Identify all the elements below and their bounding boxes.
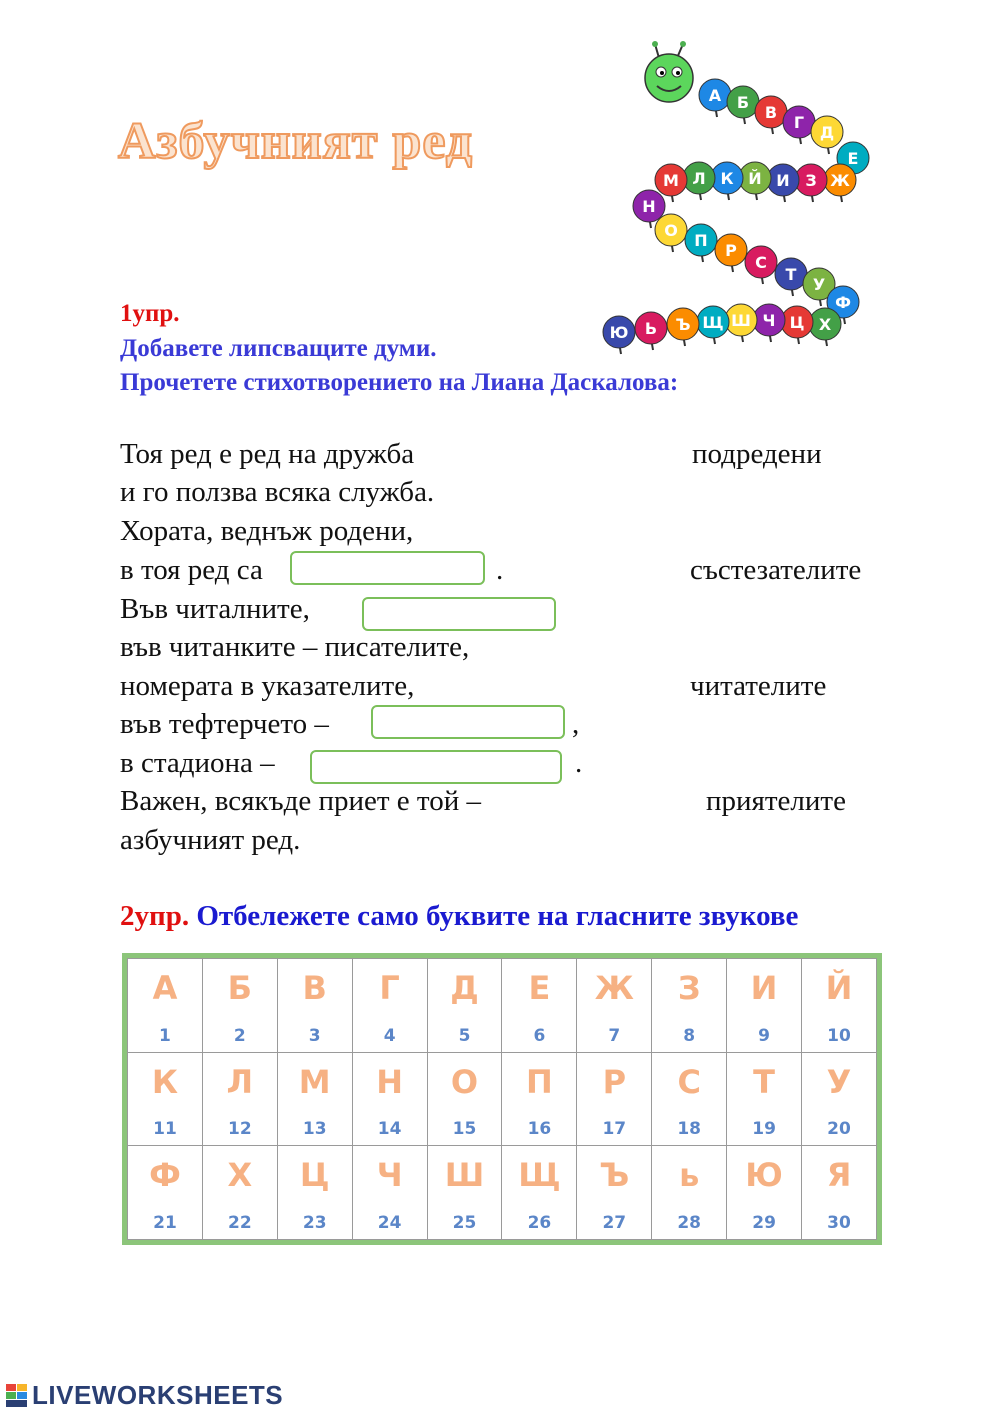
poem-line-9-end: . (575, 747, 583, 779)
poem-line-11: азбучният ред. (120, 824, 301, 856)
caterpillar-segment (603, 316, 635, 348)
footer-brand (6, 1380, 283, 1411)
letter-number: 4 (383, 1025, 396, 1046)
caterpillar-letter: Н (642, 197, 656, 216)
letter: Й (825, 969, 853, 1007)
letter-cell[interactable] (652, 1146, 727, 1240)
caterpillar-letter: Ц (789, 313, 805, 332)
letter-cell[interactable] (128, 959, 203, 1053)
answer-blank-4[interactable] (310, 750, 562, 784)
letter-cell[interactable] (802, 1052, 877, 1146)
letter-number: 8 (683, 1025, 696, 1046)
caterpillar-segment (715, 234, 747, 266)
letter-number: 16 (527, 1119, 552, 1140)
letter: П (526, 1062, 553, 1101)
letter: В (302, 969, 327, 1007)
caterpillar-segment (783, 106, 815, 138)
letter-number: 1 (159, 1025, 171, 1046)
caterpillar-letter: Р (725, 241, 737, 260)
letter-cell[interactable] (802, 959, 877, 1053)
alphabet-table (127, 958, 877, 1240)
letter: К (151, 1062, 179, 1101)
letter-number: 5 (458, 1025, 471, 1046)
caterpillar-letter: Е (847, 149, 859, 168)
caterpillar-letter: Х (818, 315, 832, 334)
letter-cell[interactable] (202, 959, 277, 1053)
caterpillar-letter: Ф (835, 293, 851, 312)
page-title: Азбучният ред (118, 113, 474, 170)
poem-line-10: Важен, всякъде приет е той – (120, 785, 481, 817)
letter-cell[interactable] (277, 959, 352, 1053)
letter-number: 10 (827, 1025, 851, 1046)
caterpillar-letter: П (694, 231, 708, 250)
letter-cell[interactable] (128, 1146, 203, 1240)
caterpillar-letter: Ж (830, 171, 850, 190)
letter-number: 28 (677, 1213, 702, 1233)
letter-cell[interactable] (727, 959, 802, 1053)
letter: Л (226, 1062, 254, 1101)
poem-line-1: Тоя ред е ред на дружба (120, 438, 415, 470)
caterpillar-segment (635, 312, 667, 344)
caterpillar-segment (697, 306, 729, 338)
caterpillar-letter: Щ (702, 313, 724, 332)
caterpillar-segment (753, 304, 785, 336)
letter-number: 24 (377, 1213, 402, 1233)
letter-number: 6 (533, 1025, 546, 1046)
letter-number: 15 (452, 1119, 477, 1140)
word-bank-item[interactable]: подредени (692, 438, 822, 470)
poem-line-8: във тефтерчето – (120, 708, 329, 740)
letter-number: 13 (302, 1119, 327, 1140)
caterpillar-letter: Ю (609, 323, 629, 342)
letter-number: 17 (602, 1119, 627, 1140)
caterpillar-segment (739, 162, 771, 194)
letter: Ш (444, 1156, 485, 1195)
exercise-1-subinstruction: Прочетете стихотворението на Лиана Даскалова: (120, 369, 679, 396)
letter-number: 14 (377, 1119, 402, 1140)
caterpillar-letter: Г (793, 113, 805, 132)
caterpillar-letter: З (805, 171, 817, 190)
word-bank-item[interactable]: състезателите (690, 554, 862, 586)
letter: Ю (745, 1156, 783, 1195)
caterpillar-letter: О (664, 221, 678, 240)
letter-cell[interactable] (577, 1052, 652, 1146)
letter: Х (227, 1156, 253, 1195)
caterpillar-letter: Д (819, 123, 835, 142)
letter: Я (826, 1156, 852, 1195)
caterpillar-segment (781, 306, 813, 338)
letter-cell[interactable] (577, 959, 652, 1053)
caterpillar-letter: А (708, 86, 722, 105)
poem-line-8-end: , (572, 708, 580, 740)
letter-cell[interactable] (352, 1146, 427, 1240)
caterpillar-letter: Й (748, 169, 762, 188)
letter: Ч (376, 1156, 403, 1195)
letter-number: 21 (153, 1213, 177, 1233)
letter-cell[interactable] (502, 959, 577, 1053)
caterpillar-letter: Ч (762, 311, 776, 330)
caterpillar-letter: У (812, 275, 826, 294)
exercise-2-label: 2упр. (120, 900, 190, 932)
letter-number: 23 (302, 1213, 327, 1233)
letter-cell[interactable] (352, 1052, 427, 1146)
poem-line-5: Във читалните, (120, 593, 310, 625)
caterpillar-segment (811, 116, 843, 148)
caterpillar-segment (809, 308, 841, 340)
caterpillar-segment (767, 164, 799, 196)
caterpillar-letter: М (663, 171, 679, 190)
letter: З (677, 969, 701, 1007)
caterpillar-segment (824, 164, 856, 196)
answer-blank-2[interactable] (362, 597, 556, 631)
letter-cell[interactable] (502, 1052, 577, 1146)
letter: Ъ (599, 1156, 630, 1195)
exercise-1-label: 1упр. (120, 300, 180, 327)
letter-number: 29 (752, 1213, 776, 1233)
letter-number: 26 (527, 1213, 552, 1233)
letter-number: 27 (602, 1213, 627, 1233)
caterpillar-letter: Ъ (675, 315, 691, 334)
caterpillar-letter: И (776, 171, 790, 190)
letter-number: 20 (827, 1119, 851, 1140)
footer-brand-text: LIVEWORKSHEETS (32, 1380, 284, 1410)
letter-number: 22 (228, 1213, 252, 1233)
poem-line-7: номерата в указателите, (120, 670, 415, 702)
caterpillar-segment (775, 258, 807, 290)
caterpillar-segment (683, 162, 715, 194)
caterpillar-letter: Б (736, 93, 750, 112)
letter-cell[interactable] (277, 1052, 352, 1146)
letter-cell[interactable] (502, 1146, 577, 1240)
caterpillar-segment (745, 246, 777, 278)
letter-number: 30 (827, 1213, 851, 1233)
exercise-1-instruction: Добавете липсващите думи. (120, 335, 437, 362)
caterpillar-segment (711, 162, 743, 194)
alphabet-grid (122, 953, 882, 1245)
letter-cell[interactable] (427, 959, 502, 1053)
letter: Щ (518, 1156, 561, 1195)
letter: С (677, 1062, 701, 1101)
caterpillar-illustration (585, 40, 895, 360)
letter-cell[interactable] (202, 1052, 277, 1146)
caterpillar-head (645, 41, 693, 102)
letter-cell[interactable] (128, 1052, 203, 1146)
caterpillar-segment (685, 224, 717, 256)
caterpillar-segment (655, 164, 687, 196)
caterpillar-segment (655, 214, 687, 246)
caterpillar-letter: С (755, 253, 767, 272)
letter: Ж (594, 969, 634, 1007)
answer-blank-1[interactable] (290, 551, 485, 585)
answer-blank-3[interactable] (371, 705, 565, 739)
letter-number: 3 (308, 1025, 321, 1046)
letter: А (152, 969, 178, 1007)
caterpillar-letter: В (764, 103, 778, 122)
caterpillar-segment (727, 86, 759, 118)
exercise-2-heading (120, 900, 798, 933)
letter: Ц (299, 1156, 330, 1195)
letter-cell[interactable] (352, 959, 427, 1053)
letter: Т (753, 1062, 775, 1101)
letter-cell[interactable] (652, 1052, 727, 1146)
letter-cell[interactable] (727, 1146, 802, 1240)
caterpillar-segment (725, 304, 757, 336)
poem-line-4-end: . (496, 554, 504, 586)
caterpillar-letter: Л (692, 169, 706, 188)
caterpillar-letter: Ь (644, 319, 658, 338)
letter: Е (528, 969, 551, 1007)
caterpillar-segment (755, 96, 787, 128)
caterpillar-letter: Ш (731, 311, 751, 330)
letter-cell[interactable] (652, 959, 727, 1053)
caterpillar-segment (795, 164, 827, 196)
letter: Б (227, 969, 253, 1007)
letter: Н (376, 1062, 403, 1101)
poem-line-9: в стадиона – (120, 747, 275, 779)
letter: Р (602, 1062, 627, 1101)
letter-number: 7 (608, 1025, 621, 1046)
poem-line-3: Хората, веднъж родени, (120, 515, 414, 547)
exercise-2-instruction: Отбележете само буквите на гласните звукове (196, 900, 799, 932)
caterpillar-segment (633, 190, 665, 222)
alphabet-row (128, 1146, 877, 1240)
letter-cell[interactable] (577, 1146, 652, 1240)
letter: Г (379, 969, 400, 1007)
letter-cell[interactable] (802, 1146, 877, 1240)
caterpillar-letter: Т (785, 265, 797, 284)
letter: И (750, 969, 778, 1007)
letter-number: 25 (452, 1213, 477, 1233)
letter-number: 9 (758, 1025, 770, 1046)
word-bank-item[interactable]: читателите (690, 670, 827, 702)
caterpillar-letter: К (720, 169, 734, 188)
letter: ь (679, 1156, 700, 1195)
caterpillar-segment (667, 308, 699, 340)
letter-cell[interactable] (727, 1052, 802, 1146)
letter: У (826, 1062, 852, 1101)
letter-cell[interactable] (202, 1146, 277, 1240)
poem-line-6: във читанките – писателите, (120, 631, 470, 663)
letter-number: 18 (677, 1119, 702, 1140)
letter-number: 2 (233, 1025, 246, 1046)
letter-cell[interactable] (277, 1146, 352, 1240)
alphabet-row (128, 959, 877, 1053)
letter: М (298, 1062, 331, 1101)
poem-line-4: в тоя ред са (120, 554, 263, 586)
letter: Д (450, 969, 479, 1007)
letter: Ф (149, 1156, 181, 1195)
letter-cell[interactable] (427, 1146, 502, 1240)
poem-line-2: и го ползва всяка служба. (120, 476, 435, 508)
letter-number: 11 (153, 1119, 177, 1140)
letter-number: 19 (752, 1119, 776, 1140)
alphabet-row (128, 1052, 877, 1146)
letter-number: 12 (228, 1119, 252, 1140)
caterpillar-segment (699, 79, 731, 111)
letter-cell[interactable] (427, 1052, 502, 1146)
liveworksheets-logo-icon (6, 1384, 28, 1408)
word-bank-item[interactable]: приятелите (706, 785, 846, 817)
letter: О (450, 1062, 479, 1101)
